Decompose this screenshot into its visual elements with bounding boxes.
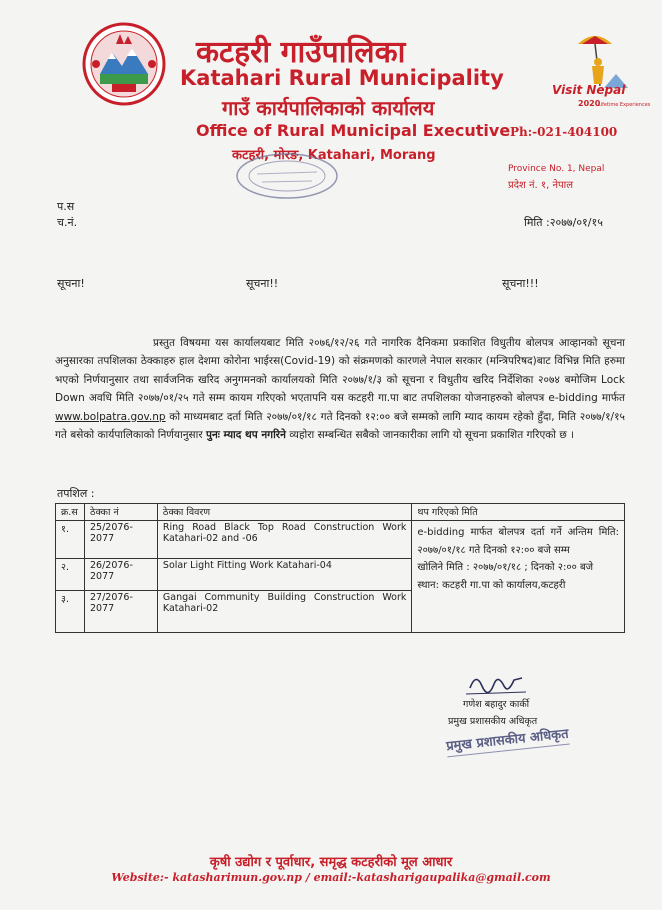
notice-heading-2: सूचना!! bbox=[246, 277, 279, 290]
header-sn: क्र.स bbox=[56, 504, 85, 521]
row-description: Gangai Community Building Construction Work Katahari-02 bbox=[157, 591, 411, 633]
header-description: ठेक्का विवरण bbox=[157, 504, 411, 521]
visit-subtitle: Lifetime Experiences bbox=[598, 102, 651, 108]
row-description: Solar Light Fitting Work Katahari-04 bbox=[157, 559, 411, 591]
row-contract-no: 26/2076-2077 bbox=[84, 559, 157, 591]
municipality-name-english: Katahari Rural Municipality bbox=[180, 66, 504, 90]
date-line-3: स्थान: कटहरी गा.पा को कार्यालय,कटहरी bbox=[417, 579, 566, 591]
footer-contact: Website:- katasharimun.gov.np / email:-katasharigaupalika@gmail.com bbox=[111, 871, 551, 884]
extended-date-cell bbox=[412, 521, 625, 633]
header-extended-date: थप गरिएको मिति bbox=[412, 504, 625, 521]
office-name-nepali: गाउँ कार्यपालिकाको कार्यालय bbox=[222, 96, 435, 120]
header-contract-no: ठेक्का नं bbox=[84, 504, 157, 521]
designation-stamp: प्रमुख प्रशासकीय अधिकृत bbox=[445, 724, 569, 758]
date-line-1: e-bidding मार्फत बोलपत्र दर्ता गर्ने अन्तिम मिति: २०७७/०१/१८ गते दिनको १२:०० बजे सम्म bbox=[417, 527, 619, 556]
document-date: मिति :२०७७/०१/१५ bbox=[524, 216, 603, 229]
visit-nepal-logo bbox=[548, 30, 651, 122]
row-sn: ३. bbox=[56, 591, 85, 633]
body-part-1: प्रस्तुत विषयमा यस कार्यालयबाट मिति २०७६/१२/२६ गते नागरिक दैनिकमा प्रकाशित विधुतीय बोलपत्र आव्हानको सूचना अनुसारका तपशिलका ठेक्काहरु हाल देशमा कोरोना भाईरस(Covid-19) को संक्रमणको कारणले नेपाल सरकार (मन्त्रिपरिषद)बाट विभिन्न मिति हरुमा भएको निर्णयानुसार तथा सार्वजनिक खरिद अनुगमनको कार्यालयको मिति २०७७/१/३ को सूचना र विधुतीय खरिद निर्देशिका २०७४ बमोजिम Lock Down अवधि मिति २०७७/०१/२५ गते सम्म कायम गरिएको भएतापनि यस कटहरी गा.पा बाट तपशिलका योजनाहरुको बोलपत्र e-bidding मार्फत bbox=[55, 337, 625, 405]
row-description: Ring Road Black Top Road Construction Work Katahari-02 and -06 bbox=[157, 521, 411, 559]
visit-year: 2020 bbox=[578, 99, 601, 108]
office-seal-stamp bbox=[232, 150, 342, 202]
body-bold-statement: पुनः म्याद थप नगरिने bbox=[205, 429, 286, 442]
signatory-title: प्रमुख प्रशासकीय अधिकृत bbox=[448, 716, 538, 727]
row-sn: २. bbox=[56, 559, 85, 591]
contract-table bbox=[55, 503, 625, 633]
visit-text: Visit Nepal bbox=[552, 83, 626, 97]
signature-scribble bbox=[462, 668, 532, 700]
reference-ps: प.स bbox=[57, 200, 75, 213]
municipality-name-nepali: कटहरी गाउँपालिका bbox=[196, 35, 406, 70]
notice-heading-3: सूचना!!! bbox=[502, 277, 539, 290]
row-sn: १. bbox=[56, 521, 85, 559]
row-contract-no: 25/2076-2077 bbox=[84, 521, 157, 559]
body-part-2: को माध्यमबाट दर्ता मिति २०७७/०१/१८ गते दिनको १२:०० बजे सम्मको लागि म्याद कायम रहेको हुँदा, मिति २०७७/१/१५ गते बसेको कार्यपालिकाको निर्णयानुसार bbox=[55, 410, 625, 442]
body-part-3: व्यहोरा सम्बन्धित सबैको जानकारीका लागि यो सूचना प्रकाशित गरिएको छ । bbox=[285, 429, 575, 442]
tapsil-label: तपशिल : bbox=[57, 487, 95, 500]
bolpatra-link[interactable]: www.bolpatra.gov.np bbox=[55, 410, 166, 423]
reference-chn: च.नं. bbox=[57, 216, 78, 229]
notice-heading-1: सूचना! bbox=[57, 277, 85, 290]
province-nepali: प्रदेश नं. १, नेपाल bbox=[508, 180, 574, 191]
footer-slogan: कृषी उद्योग र पूर्वाधार, समृद्ध कटहरीको मूल आधार bbox=[209, 855, 453, 870]
notice-body bbox=[55, 334, 625, 444]
office-name-english: Office of Rural Municipal Executive bbox=[196, 121, 511, 140]
signatory-name: गणेश बहादुर कार्की bbox=[463, 699, 530, 710]
row-contract-no: 27/2076-2077 bbox=[84, 591, 157, 633]
date-line-2: खोलिने मिति : २०७७/०१/१८ ; दिनको २:०० बजे bbox=[417, 562, 594, 574]
table-row bbox=[56, 521, 625, 559]
address-line: कटहरी, मोरङ, Katahari, Morang bbox=[232, 148, 436, 163]
phone-number: Ph:-021-404100 bbox=[510, 125, 618, 139]
province-english: Province No. 1, Nepal bbox=[508, 164, 605, 174]
emblem-logo bbox=[82, 22, 166, 106]
table-header-row bbox=[56, 504, 625, 521]
